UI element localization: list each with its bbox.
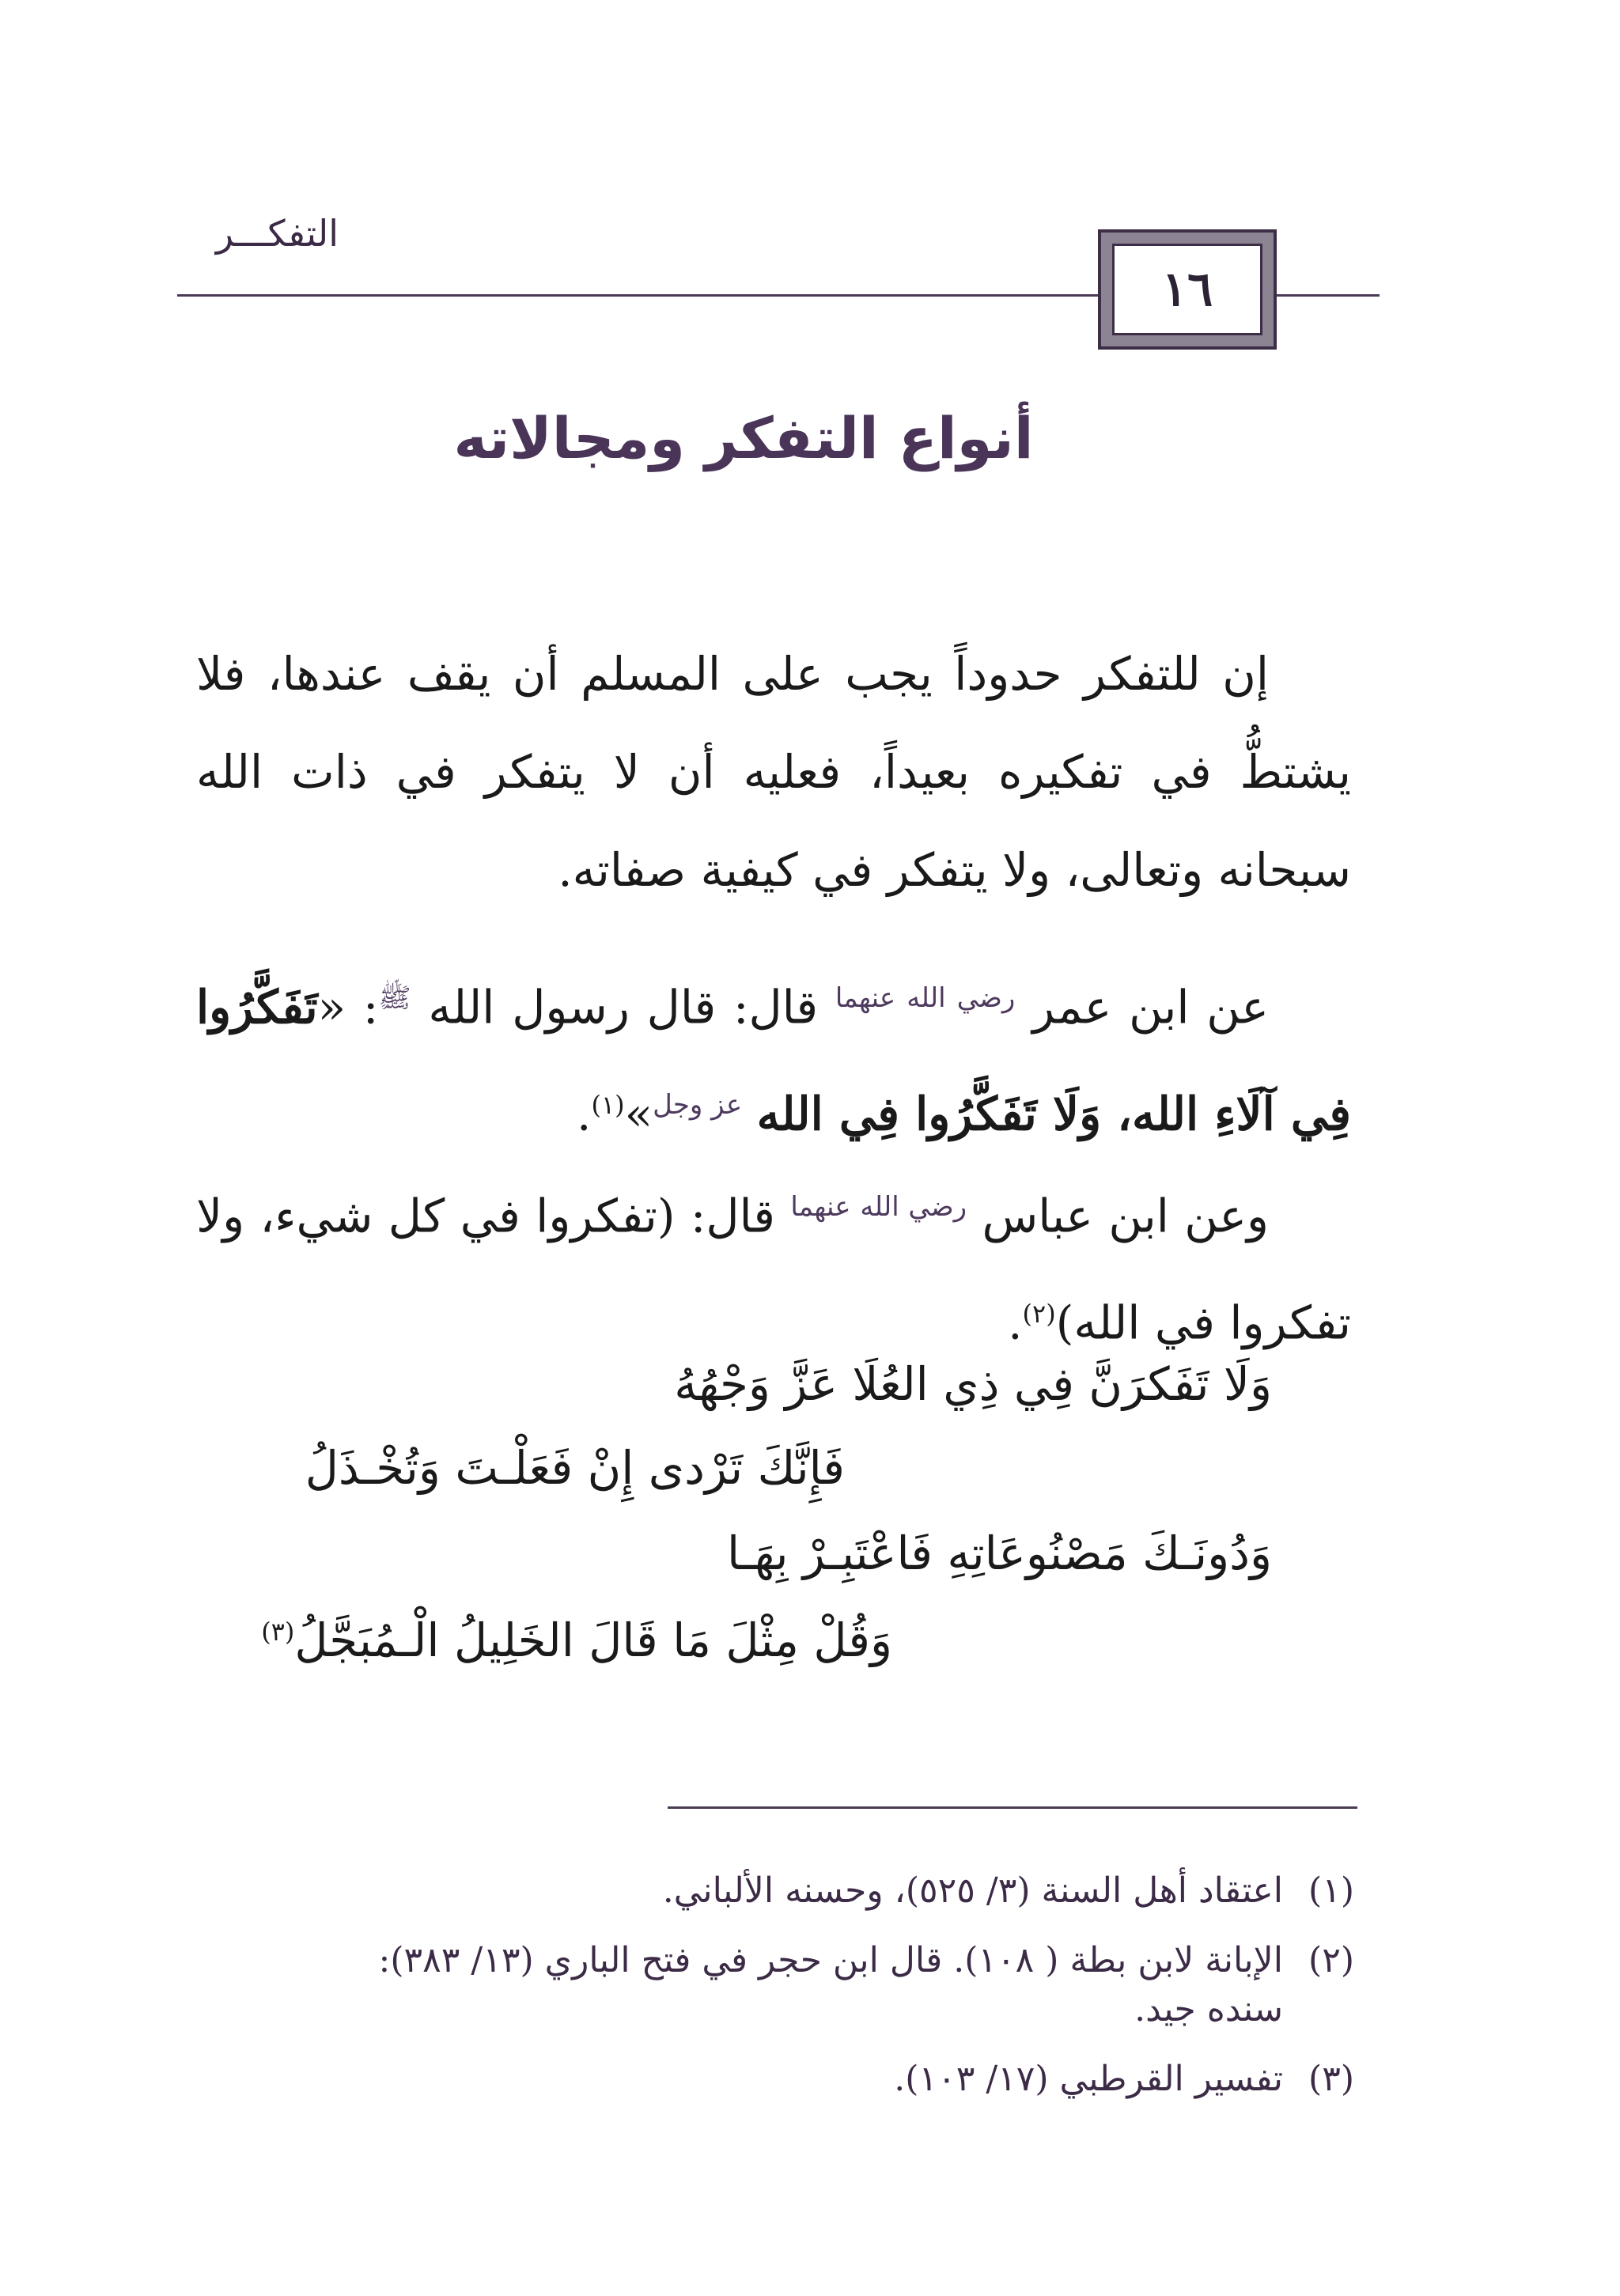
paragraph-2-text-b: قال: قال رسول الله: [428, 980, 819, 1035]
footnote-1-number: (١): [1308, 1870, 1354, 1911]
hadith-text: تَفَكَّرُوا فِي آلَاءِ الله، وَلَا تَفَكَّرُوا فِي الله: [196, 980, 1351, 1141]
paragraph-2-text-a: عن ابن عمر: [1032, 980, 1270, 1035]
footnote-2-number: (٢): [1308, 1940, 1354, 1980]
honorific-salla-allahu-alayhi: ﷺ: [378, 982, 411, 1014]
running-header-title: التفكـــر: [215, 212, 339, 255]
poem-verse-1: وَلَا تَفَكرَنَّ فِي ذِي العُلَا عَزَّ وَجْهُهُ: [674, 1357, 1272, 1411]
poem-verse-4-text: وَقُلْ مِثْلَ مَا قَالَ الخَلِيلُ الْـمُبَجَّلُ: [294, 1613, 892, 1667]
paragraph-3-text-a: وعن ابن عباس: [982, 1189, 1270, 1243]
poem-verse-2: فَإِنَّكَ تَرْدى إِنْ فَعَلْـتَ وَتُخْـذَلُ: [305, 1441, 845, 1495]
footnote-ref-1[interactable]: (١): [591, 1090, 625, 1121]
footnote-ref-2[interactable]: (٢): [1022, 1299, 1056, 1330]
paragraph-2: [196, 949, 1351, 1163]
footnote-ref-3[interactable]: (٣): [261, 1616, 295, 1647]
paragraph-2-text-c: : «: [317, 980, 379, 1035]
paragraph-3-end: .: [1008, 1296, 1023, 1350]
honorific-radiallahu-anhuma-2: رضي الله عنهما: [790, 1191, 967, 1223]
page-number-box: [1098, 229, 1277, 350]
footnote-2-continuation: سنده جيد.: [1134, 1989, 1283, 2029]
paragraph-3: [196, 1158, 1351, 1372]
paragraph-3-text-b: قال: (تفكروا في كل شيء، ولا تفكروا في الله): [196, 1189, 1351, 1350]
footnote-1: [199, 1867, 1354, 1916]
poem-verse-4: [256, 1613, 892, 1667]
footnotes: [199, 1867, 1354, 2124]
chapter-title: أنواع التفكر ومجالاته: [453, 405, 1034, 471]
footnote-1-text: اعتقاد أهل السنة (٣/ ٥٢٥)، وحسنه الألباني.: [662, 1870, 1283, 1911]
paragraph-1-text: إن للتفكر حدوداً يجب على المسلم أن يقف عندها، فلا يشتطُّ في تفكيره بعيداً، فعليه أن لا يتفكر في ذات الله سبحانه وتعالى، ولا يتفكر في كيفية صفاته.: [196, 647, 1351, 897]
footnote-3-number: (٣): [1308, 2059, 1354, 2099]
paragraph-2-end: .: [577, 1087, 592, 1141]
footnote-rule: [668, 1806, 1357, 1809]
paragraph-1: [196, 625, 1351, 919]
footnote-2: [199, 1936, 1354, 2034]
footnote-3: [199, 2055, 1354, 2104]
footnote-3-text: تفسير القرطبي (١٧/ ١٠٣).: [894, 2059, 1283, 2099]
footnote-2-text: الإبانة لابن بطة ( ١٠٨). قال ابن حجر في فتح الباري (١٣/ ٣٨٣):: [378, 1940, 1283, 1980]
poem-verse-3: وَدُونَـكَ مَصْنُوعَاتِهِ فَاعْتَبِـرْ بِهَـا: [726, 1526, 1272, 1580]
page-number: ١٦: [1112, 244, 1262, 335]
honorific-azza-wa-jall: عز وجل: [653, 1089, 743, 1122]
honorific-radiallahu-anhuma: رضي الله عنهما: [835, 982, 1016, 1014]
paragraph-2-text-d: »: [624, 1087, 653, 1141]
